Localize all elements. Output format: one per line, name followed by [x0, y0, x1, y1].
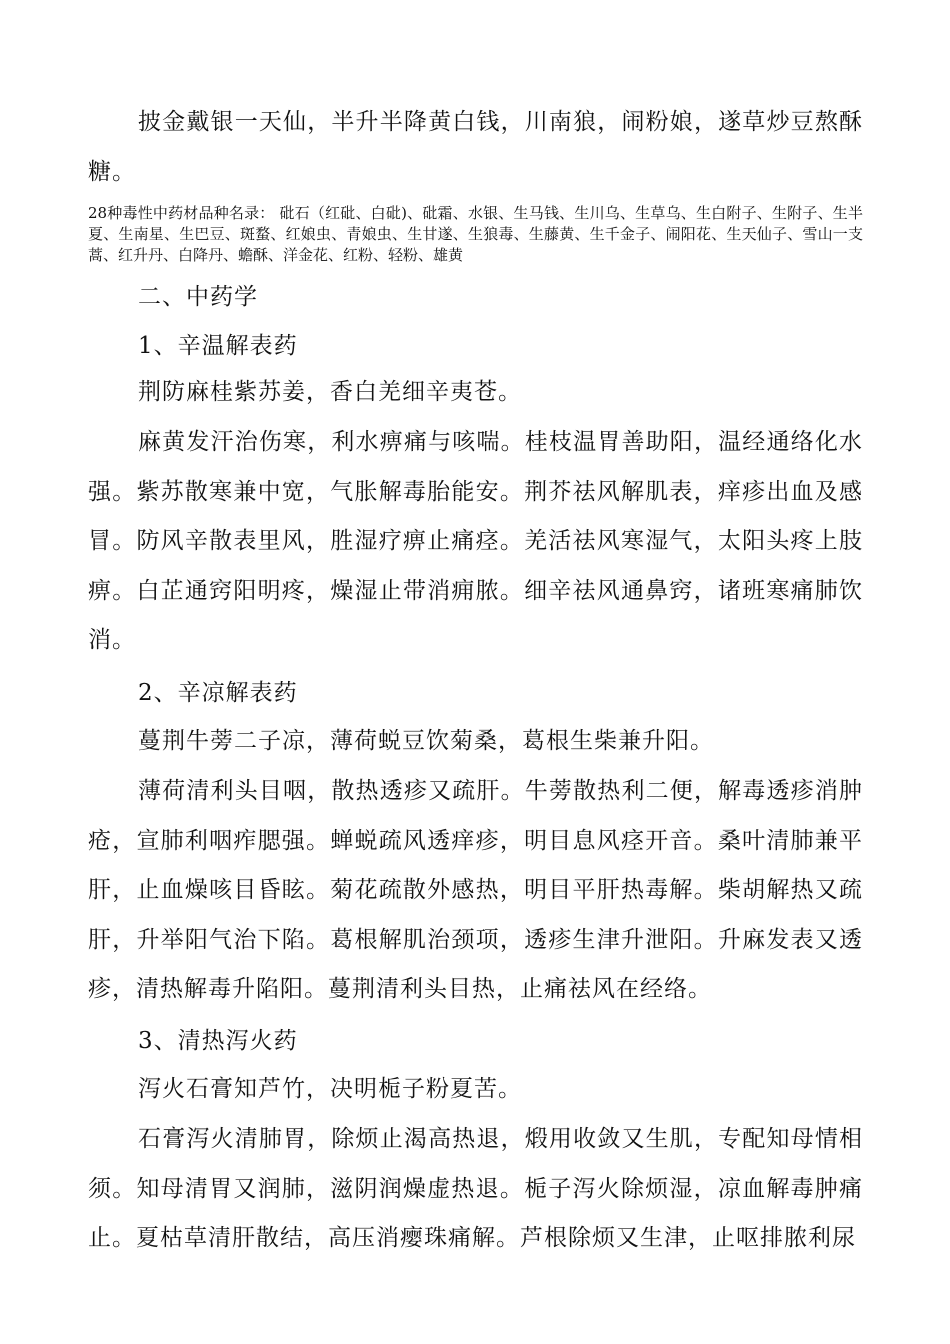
subsection-rhyme-1: 荆防麻桂紫苏姜，香白羌细辛夷苍。 [138, 379, 522, 405]
subsection-heading-3: 3、清热泻火药 [138, 1028, 298, 1054]
subsection-body-3: 石膏泻火清肺胃，除烦止渴高热退，煅用收敛又生肌，专配知母情相须。知母清胃又润肺，滋阴润燥虚热退。栀子泻火除烦湿，凉血解毒肿痛止。夏枯草清肝散结，高压消瘿珠痛解。芦根除烦又生津，止呕排脓利尿 [88, 1126, 863, 1251]
subsection-rhyme-3: 泻火石膏知芦竹，决明栀子粉夏苦。 [138, 1076, 522, 1102]
subsection-body-2: 薄荷清利头目咽，散热透疹又疏肝。牛蒡散热利二便，解毒透疹消肿疮，宣肺利咽痄腮强。蝉蜕疏风透痒疹，明目息风痉开音。桑叶清肺兼平肝，止血燥咳目昏眩。菊花疏散外感热，明目平肝热毒解。柴胡解热又疏肝，升举阳气治下陷。葛根解肌治颈项，透疹生津升泄阳。升麻发表又透疹，清热解毒升陷阳。蔓荆清利头目热，止痛祛风在经络。 [88, 778, 863, 1002]
intro-rhyme: 披金戴银一天仙，半升半降黄白钱，川南狼，闹粉娘，遂草炒豆熬酥糖。 [88, 109, 863, 185]
subsection-rhyme-2: 蔓荆牛蒡二子凉，薄荷蜕豆饮菊桑，葛根生柴兼升阳。 [138, 728, 714, 754]
toxic-herb-list: 28种毒性中药材品种名录： 砒石（红砒、白砒)、砒霜、水银、生马钱、生川乌、生草乌、生白附子、生附子、生半夏、生南星、生巴豆、斑蝥、红娘虫、青娘虫、生甘遂、生狼毒、生藤黄、生千金子、闹阳花、生天仙子、雪山一支蒿、红升丹、白降丹、蟾酥、洋金花、红粉、轻粉、雄黄 [88, 204, 863, 264]
subsection-heading-1: 1、辛温解表药 [138, 333, 298, 359]
section-title: 二、中药学 [138, 284, 258, 310]
subsection-heading-2: 2、辛凉解表药 [138, 680, 298, 706]
subsection-body-1: 麻黄发汗治伤寒，利水痹痛与咳喘。桂枝温胃善助阳，温经通络化水强。紫苏散寒兼中宽，气胀解毒胎能安。荆芥祛风解肌表，痒疹出血及感冒。防风辛散表里风，胜湿疗痹止痛痉。羌活祛风寒湿气，太阳头疼上肢痹。白芷通窍阳明疼，燥湿止带消痈脓。细辛祛风通鼻窍，诸班寒痛肺饮消。 [88, 429, 863, 653]
